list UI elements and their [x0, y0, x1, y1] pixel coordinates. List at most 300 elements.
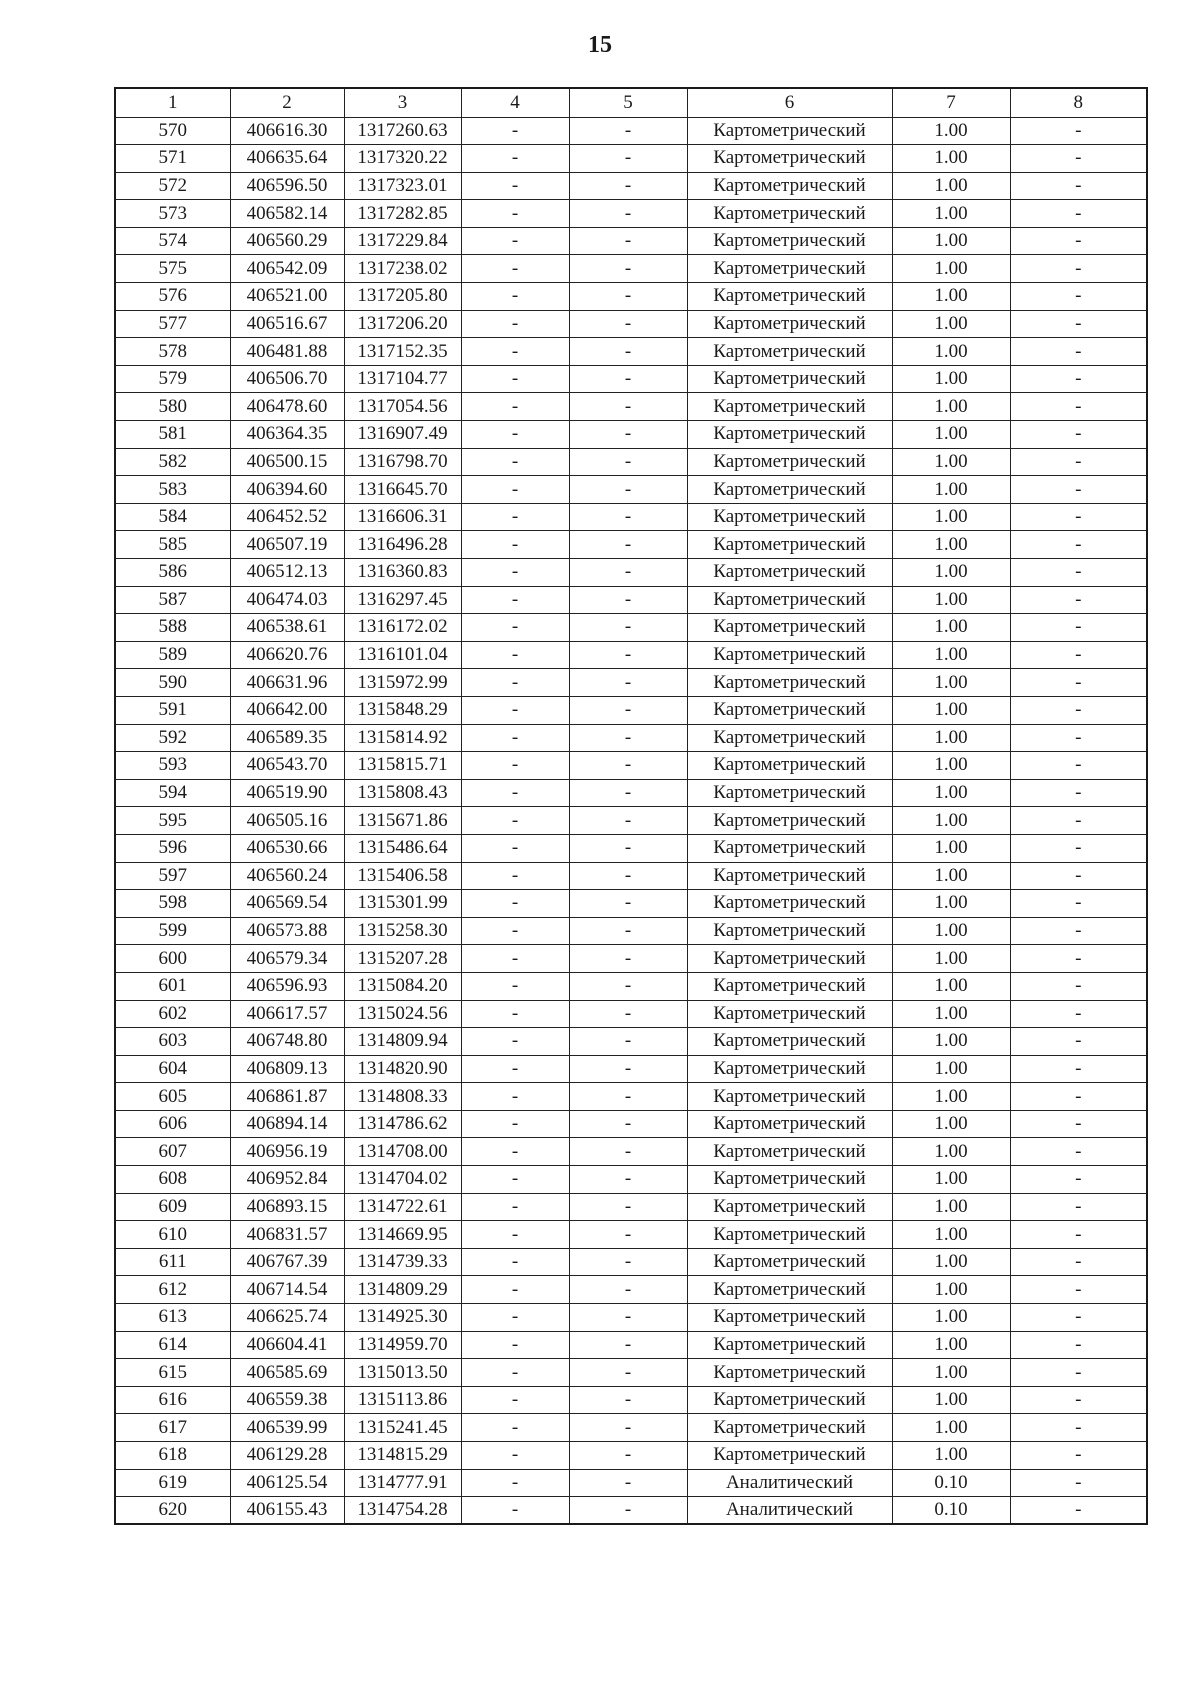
method-cell: Картометрический [687, 669, 892, 697]
table-row [115, 1469, 1147, 1497]
table-row [115, 227, 1147, 255]
y-coordinate-cell: 1314708.00 [344, 1138, 461, 1166]
table-row [115, 365, 1147, 393]
x-coordinate-cell: 406559.38 [230, 1386, 344, 1414]
accuracy-cell: 1.00 [892, 503, 1010, 531]
accuracy-cell: 1.00 [892, 752, 1010, 780]
y-coordinate-cell: 1314808.33 [344, 1083, 461, 1111]
y-coordinate-cell: 1315671.86 [344, 807, 461, 835]
point-number-cell: 601 [115, 972, 230, 1000]
method-cell: Картометрический [687, 1276, 892, 1304]
y-coordinate-cell: 1314777.91 [344, 1469, 461, 1497]
x-coordinate-cell: 406831.57 [230, 1221, 344, 1249]
method-cell: Картометрический [687, 890, 892, 918]
y-coordinate-cell: 1315486.64 [344, 834, 461, 862]
method-cell: Картометрический [687, 1359, 892, 1387]
x-coordinate-cell: 406589.35 [230, 724, 344, 752]
point-number-cell: 576 [115, 283, 230, 311]
col4-cell: - [461, 393, 569, 421]
table-row [115, 421, 1147, 449]
col4-cell: - [461, 917, 569, 945]
x-coordinate-cell: 406516.67 [230, 310, 344, 338]
accuracy-cell: 1.00 [892, 779, 1010, 807]
x-coordinate-cell: 406956.19 [230, 1138, 344, 1166]
y-coordinate-cell: 1315258.30 [344, 917, 461, 945]
y-coordinate-cell: 1315848.29 [344, 696, 461, 724]
col5-cell: - [569, 1469, 687, 1497]
col5-cell: - [569, 1359, 687, 1387]
point-number-cell: 571 [115, 145, 230, 173]
point-number-cell: 614 [115, 1331, 230, 1359]
point-number-cell: 582 [115, 448, 230, 476]
table-row [115, 172, 1147, 200]
col5-cell: - [569, 200, 687, 228]
col4-cell: - [461, 503, 569, 531]
method-cell: Картометрический [687, 200, 892, 228]
method-cell: Картометрический [687, 393, 892, 421]
point-number-cell: 610 [115, 1221, 230, 1249]
point-number-cell: 600 [115, 945, 230, 973]
x-coordinate-cell: 406530.66 [230, 834, 344, 862]
y-coordinate-cell: 1317229.84 [344, 227, 461, 255]
accuracy-cell: 1.00 [892, 1138, 1010, 1166]
method-cell: Картометрический [687, 310, 892, 338]
col8-cell: - [1010, 1110, 1147, 1138]
y-coordinate-cell: 1316360.83 [344, 559, 461, 587]
col8-cell: - [1010, 890, 1147, 918]
y-coordinate-cell: 1314925.30 [344, 1304, 461, 1332]
table-row [115, 1221, 1147, 1249]
table-row [115, 1359, 1147, 1387]
method-cell: Картометрический [687, 1193, 892, 1221]
accuracy-cell: 1.00 [892, 834, 1010, 862]
point-number-cell: 612 [115, 1276, 230, 1304]
x-coordinate-cell: 406625.74 [230, 1304, 344, 1332]
x-coordinate-cell: 406543.70 [230, 752, 344, 780]
accuracy-cell: 1.00 [892, 669, 1010, 697]
method-cell: Картометрический [687, 945, 892, 973]
y-coordinate-cell: 1315013.50 [344, 1359, 461, 1387]
point-number-cell: 591 [115, 696, 230, 724]
point-number-cell: 618 [115, 1442, 230, 1470]
table-row [115, 476, 1147, 504]
col5-cell: - [569, 1166, 687, 1194]
y-coordinate-cell: 1317054.56 [344, 393, 461, 421]
col8-cell: - [1010, 338, 1147, 366]
col8-cell: - [1010, 917, 1147, 945]
y-coordinate-cell: 1314669.95 [344, 1221, 461, 1249]
method-cell: Картометрический [687, 972, 892, 1000]
accuracy-cell: 1.00 [892, 255, 1010, 283]
col4-cell: - [461, 724, 569, 752]
column-header: 1 [115, 88, 230, 117]
method-cell: Картометрический [687, 255, 892, 283]
point-number-cell: 617 [115, 1414, 230, 1442]
table-row [115, 779, 1147, 807]
table-row [115, 1497, 1147, 1525]
col4-cell: - [461, 1028, 569, 1056]
col4-cell: - [461, 1386, 569, 1414]
method-cell: Картометрический [687, 421, 892, 449]
col5-cell: - [569, 1497, 687, 1525]
x-coordinate-cell: 406585.69 [230, 1359, 344, 1387]
col5-cell: - [569, 862, 687, 890]
table-row [115, 807, 1147, 835]
col8-cell: - [1010, 476, 1147, 504]
point-number-cell: 596 [115, 834, 230, 862]
point-number-cell: 579 [115, 365, 230, 393]
point-number-cell: 575 [115, 255, 230, 283]
table-row [115, 1248, 1147, 1276]
method-cell: Картометрический [687, 1028, 892, 1056]
accuracy-cell: 1.00 [892, 696, 1010, 724]
col8-cell: - [1010, 1166, 1147, 1194]
table-row [115, 310, 1147, 338]
method-cell: Картометрический [687, 696, 892, 724]
table-row [115, 696, 1147, 724]
col8-cell: - [1010, 586, 1147, 614]
accuracy-cell: 1.00 [892, 890, 1010, 918]
x-coordinate-cell: 406560.24 [230, 862, 344, 890]
method-cell: Картометрический [687, 752, 892, 780]
method-cell: Картометрический [687, 1000, 892, 1028]
point-number-cell: 606 [115, 1110, 230, 1138]
point-number-cell: 585 [115, 531, 230, 559]
point-number-cell: 581 [115, 421, 230, 449]
col4-cell: - [461, 476, 569, 504]
col4-cell: - [461, 172, 569, 200]
x-coordinate-cell: 406521.00 [230, 283, 344, 311]
col5-cell: - [569, 1138, 687, 1166]
y-coordinate-cell: 1314815.29 [344, 1442, 461, 1470]
accuracy-cell: 1.00 [892, 1166, 1010, 1194]
col8-cell: - [1010, 752, 1147, 780]
method-cell: Картометрический [687, 1055, 892, 1083]
col5-cell: - [569, 531, 687, 559]
col8-cell: - [1010, 614, 1147, 642]
point-number-cell: 605 [115, 1083, 230, 1111]
x-coordinate-cell: 406542.09 [230, 255, 344, 283]
col5-cell: - [569, 559, 687, 587]
table-row [115, 586, 1147, 614]
col8-cell: - [1010, 1055, 1147, 1083]
point-number-cell: 592 [115, 724, 230, 752]
point-number-cell: 583 [115, 476, 230, 504]
col4-cell: - [461, 1138, 569, 1166]
accuracy-cell: 1.00 [892, 172, 1010, 200]
table-row [115, 669, 1147, 697]
accuracy-cell: 1.00 [892, 1386, 1010, 1414]
x-coordinate-cell: 406596.50 [230, 172, 344, 200]
col5-cell: - [569, 310, 687, 338]
x-coordinate-cell: 406952.84 [230, 1166, 344, 1194]
col4-cell: - [461, 1055, 569, 1083]
point-number-cell: 584 [115, 503, 230, 531]
col8-cell: - [1010, 1469, 1147, 1497]
y-coordinate-cell: 1315814.92 [344, 724, 461, 752]
column-header: 6 [687, 88, 892, 117]
col8-cell: - [1010, 1221, 1147, 1249]
y-coordinate-cell: 1317152.35 [344, 338, 461, 366]
col5-cell: - [569, 1028, 687, 1056]
table-row [115, 752, 1147, 780]
point-number-cell: 573 [115, 200, 230, 228]
x-coordinate-cell: 406560.29 [230, 227, 344, 255]
method-cell: Картометрический [687, 1442, 892, 1470]
y-coordinate-cell: 1315113.86 [344, 1386, 461, 1414]
x-coordinate-cell: 406394.60 [230, 476, 344, 504]
col8-cell: - [1010, 1028, 1147, 1056]
accuracy-cell: 1.00 [892, 1110, 1010, 1138]
accuracy-cell: 1.00 [892, 559, 1010, 587]
accuracy-cell: 1.00 [892, 1000, 1010, 1028]
point-number-cell: 599 [115, 917, 230, 945]
column-header: 4 [461, 88, 569, 117]
method-cell: Картометрический [687, 559, 892, 587]
y-coordinate-cell: 1315808.43 [344, 779, 461, 807]
point-number-cell: 574 [115, 227, 230, 255]
col8-cell: - [1010, 972, 1147, 1000]
col4-cell: - [461, 421, 569, 449]
point-number-cell: 620 [115, 1497, 230, 1525]
accuracy-cell: 1.00 [892, 421, 1010, 449]
col5-cell: - [569, 917, 687, 945]
point-number-cell: 586 [115, 559, 230, 587]
table-row [115, 1166, 1147, 1194]
y-coordinate-cell: 1317206.20 [344, 310, 461, 338]
accuracy-cell: 1.00 [892, 724, 1010, 752]
col8-cell: - [1010, 1248, 1147, 1276]
col5-cell: - [569, 1110, 687, 1138]
accuracy-cell: 1.00 [892, 1276, 1010, 1304]
table-row [115, 1110, 1147, 1138]
x-coordinate-cell: 406125.54 [230, 1469, 344, 1497]
col4-cell: - [461, 614, 569, 642]
col5-cell: - [569, 1442, 687, 1470]
accuracy-cell: 1.00 [892, 1304, 1010, 1332]
method-cell: Картометрический [687, 338, 892, 366]
y-coordinate-cell: 1317282.85 [344, 200, 461, 228]
table-row [115, 917, 1147, 945]
point-number-cell: 595 [115, 807, 230, 835]
y-coordinate-cell: 1314704.02 [344, 1166, 461, 1194]
column-header: 5 [569, 88, 687, 117]
x-coordinate-cell: 406635.64 [230, 145, 344, 173]
y-coordinate-cell: 1314754.28 [344, 1497, 461, 1525]
col4-cell: - [461, 1221, 569, 1249]
col4-cell: - [461, 227, 569, 255]
col5-cell: - [569, 172, 687, 200]
col8-cell: - [1010, 200, 1147, 228]
col5-cell: - [569, 283, 687, 311]
point-number-cell: 611 [115, 1248, 230, 1276]
col5-cell: - [569, 1414, 687, 1442]
col4-cell: - [461, 310, 569, 338]
table-row [115, 1193, 1147, 1221]
x-coordinate-cell: 406582.14 [230, 200, 344, 228]
table-row [115, 393, 1147, 421]
header-row [115, 88, 1147, 117]
table-row [115, 614, 1147, 642]
col4-cell: - [461, 586, 569, 614]
col4-cell: - [461, 1110, 569, 1138]
x-coordinate-cell: 406642.00 [230, 696, 344, 724]
y-coordinate-cell: 1317323.01 [344, 172, 461, 200]
col5-cell: - [569, 641, 687, 669]
col5-cell: - [569, 1221, 687, 1249]
col4-cell: - [461, 365, 569, 393]
table-row [115, 1055, 1147, 1083]
method-cell: Картометрический [687, 614, 892, 642]
x-coordinate-cell: 406474.03 [230, 586, 344, 614]
col8-cell: - [1010, 807, 1147, 835]
col8-cell: - [1010, 310, 1147, 338]
col4-cell: - [461, 1276, 569, 1304]
x-coordinate-cell: 406155.43 [230, 1497, 344, 1525]
table-header [115, 88, 1147, 117]
col5-cell: - [569, 972, 687, 1000]
point-number-cell: 590 [115, 669, 230, 697]
x-coordinate-cell: 406573.88 [230, 917, 344, 945]
col8-cell: - [1010, 669, 1147, 697]
method-cell: Картометрический [687, 724, 892, 752]
col5-cell: - [569, 448, 687, 476]
method-cell: Картометрический [687, 1414, 892, 1442]
col5-cell: - [569, 779, 687, 807]
point-number-cell: 572 [115, 172, 230, 200]
page-number: 15 [588, 32, 612, 58]
col8-cell: - [1010, 779, 1147, 807]
col8-cell: - [1010, 1304, 1147, 1332]
y-coordinate-cell: 1317260.63 [344, 117, 461, 145]
y-coordinate-cell: 1317205.80 [344, 283, 461, 311]
x-coordinate-cell: 406579.34 [230, 945, 344, 973]
column-header: 2 [230, 88, 344, 117]
accuracy-cell: 1.00 [892, 1248, 1010, 1276]
x-coordinate-cell: 406569.54 [230, 890, 344, 918]
col8-cell: - [1010, 945, 1147, 973]
method-cell: Картометрический [687, 862, 892, 890]
accuracy-cell: 1.00 [892, 1028, 1010, 1056]
accuracy-cell: 1.00 [892, 1442, 1010, 1470]
col4-cell: - [461, 1359, 569, 1387]
col4-cell: - [461, 255, 569, 283]
x-coordinate-cell: 406893.15 [230, 1193, 344, 1221]
accuracy-cell: 1.00 [892, 531, 1010, 559]
accuracy-cell: 1.00 [892, 1193, 1010, 1221]
method-cell: Картометрический [687, 365, 892, 393]
y-coordinate-cell: 1315972.99 [344, 669, 461, 697]
x-coordinate-cell: 406452.52 [230, 503, 344, 531]
table-row [115, 559, 1147, 587]
method-cell: Картометрический [687, 1110, 892, 1138]
method-cell: Картометрический [687, 172, 892, 200]
col4-cell: - [461, 1497, 569, 1525]
col4-cell: - [461, 1166, 569, 1194]
x-coordinate-cell: 406596.93 [230, 972, 344, 1000]
col8-cell: - [1010, 393, 1147, 421]
col8-cell: - [1010, 1193, 1147, 1221]
col5-cell: - [569, 145, 687, 173]
point-number-cell: 589 [115, 641, 230, 669]
table-row [115, 1331, 1147, 1359]
table-row [115, 338, 1147, 366]
col4-cell: - [461, 669, 569, 697]
col8-cell: - [1010, 641, 1147, 669]
accuracy-cell: 1.00 [892, 476, 1010, 504]
col8-cell: - [1010, 448, 1147, 476]
accuracy-cell: 1.00 [892, 283, 1010, 311]
col4-cell: - [461, 1000, 569, 1028]
method-cell: Картометрический [687, 1386, 892, 1414]
col8-cell: - [1010, 1414, 1147, 1442]
col5-cell: - [569, 503, 687, 531]
col4-cell: - [461, 338, 569, 366]
y-coordinate-cell: 1314959.70 [344, 1331, 461, 1359]
x-coordinate-cell: 406506.70 [230, 365, 344, 393]
table-row [115, 117, 1147, 145]
table-body [115, 117, 1147, 1524]
point-number-cell: 619 [115, 1469, 230, 1497]
col8-cell: - [1010, 559, 1147, 587]
col5-cell: - [569, 393, 687, 421]
col4-cell: - [461, 945, 569, 973]
table-row [115, 641, 1147, 669]
col5-cell: - [569, 255, 687, 283]
y-coordinate-cell: 1316907.49 [344, 421, 461, 449]
table-row [115, 145, 1147, 173]
col4-cell: - [461, 1248, 569, 1276]
y-coordinate-cell: 1315241.45 [344, 1414, 461, 1442]
y-coordinate-cell: 1317320.22 [344, 145, 461, 173]
accuracy-cell: 1.00 [892, 1359, 1010, 1387]
table-row [115, 531, 1147, 559]
table-row [115, 200, 1147, 228]
y-coordinate-cell: 1316798.70 [344, 448, 461, 476]
table-row [115, 1414, 1147, 1442]
table-row [115, 1138, 1147, 1166]
x-coordinate-cell: 406500.15 [230, 448, 344, 476]
point-number-cell: 602 [115, 1000, 230, 1028]
column-header: 3 [344, 88, 461, 117]
x-coordinate-cell: 406129.28 [230, 1442, 344, 1470]
col4-cell: - [461, 807, 569, 835]
method-cell: Картометрический [687, 503, 892, 531]
x-coordinate-cell: 406364.35 [230, 421, 344, 449]
accuracy-cell: 1.00 [892, 338, 1010, 366]
x-coordinate-cell: 406894.14 [230, 1110, 344, 1138]
col5-cell: - [569, 807, 687, 835]
col5-cell: - [569, 227, 687, 255]
col5-cell: - [569, 1304, 687, 1332]
col8-cell: - [1010, 172, 1147, 200]
point-number-cell: 594 [115, 779, 230, 807]
point-number-cell: 588 [115, 614, 230, 642]
method-cell: Картометрический [687, 834, 892, 862]
x-coordinate-cell: 406616.30 [230, 117, 344, 145]
table-row [115, 834, 1147, 862]
y-coordinate-cell: 1316297.45 [344, 586, 461, 614]
method-cell: Картометрический [687, 227, 892, 255]
method-cell: Картометрический [687, 586, 892, 614]
x-coordinate-cell: 406478.60 [230, 393, 344, 421]
col5-cell: - [569, 1055, 687, 1083]
x-coordinate-cell: 406861.87 [230, 1083, 344, 1111]
col8-cell: - [1010, 421, 1147, 449]
col4-cell: - [461, 1331, 569, 1359]
y-coordinate-cell: 1315207.28 [344, 945, 461, 973]
x-coordinate-cell: 406748.80 [230, 1028, 344, 1056]
